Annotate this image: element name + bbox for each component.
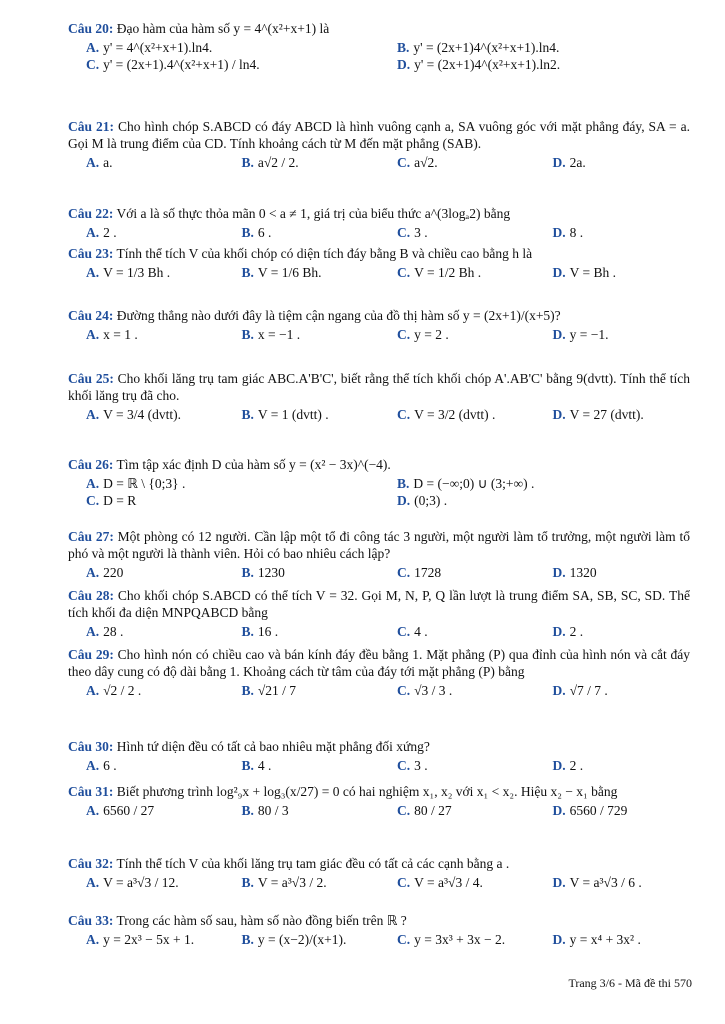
- answer-option[interactable]: [535, 326, 691, 343]
- answer-option[interactable]: [224, 326, 380, 343]
- answer-options: [68, 757, 690, 774]
- page-footer: Trang 3/6 - Mã đề thi 570: [568, 976, 692, 990]
- question-text: Hình tứ diện đều có tất cả bao nhiêu mặt phẳng đối xứng?: [113, 739, 430, 754]
- answer-option[interactable]: [379, 931, 535, 948]
- question-number: Câu 28:: [68, 588, 114, 603]
- answer-option[interactable]: [68, 682, 224, 699]
- option-text: y = 3x³ + 3x − 2.: [414, 932, 506, 947]
- question-number: Câu 27:: [68, 529, 114, 544]
- option-label: B.: [241, 683, 254, 698]
- option-text: 80 / 27: [414, 803, 452, 818]
- option-text: a√2.: [414, 155, 438, 170]
- option-label: D.: [552, 932, 566, 947]
- question-stem: [68, 307, 690, 324]
- option-text: (0;3) .: [414, 493, 448, 508]
- option-text: 3 .: [414, 225, 428, 240]
- option-text: 2 .: [569, 624, 584, 639]
- option-label: B.: [241, 265, 254, 280]
- option-label: C.: [397, 155, 411, 170]
- option-label: B.: [241, 565, 254, 580]
- option-text: √2 / 2 .: [103, 683, 142, 698]
- answer-option[interactable]: [68, 154, 224, 171]
- option-text: 8 .: [569, 225, 584, 240]
- answer-option[interactable]: [379, 492, 690, 509]
- answer-option[interactable]: [379, 475, 690, 492]
- answer-option[interactable]: [68, 802, 224, 819]
- answer-option[interactable]: [379, 682, 535, 699]
- option-label: B.: [241, 803, 254, 818]
- option-label: A.: [86, 875, 100, 890]
- answer-option[interactable]: [68, 475, 379, 492]
- answer-options: [68, 39, 690, 73]
- question-number: Câu 33:: [68, 913, 114, 928]
- option-text: 28 .: [103, 624, 124, 639]
- option-text: 4 .: [257, 758, 272, 773]
- answer-option[interactable]: [379, 802, 535, 819]
- question-text: Đường thẳng nào dưới đây là tiệm cận ngang của đồ thị hàm số y = (2x+1)/(x+5)?: [113, 308, 561, 323]
- option-label: B.: [241, 407, 254, 422]
- question-text: Cho hình chóp S.ABCD có đáy ABCD là hình vuông cạnh a, SA vuông góc với mặt phẳng đáy, SA = a. Gọi M là trung điểm của CD. Tính khoảng cách từ M đến mặt phẳng (SAB).: [68, 119, 690, 151]
- question-stem: [68, 118, 690, 152]
- option-text: V = 3/2 (dvtt) .: [414, 407, 496, 422]
- question-text: Đạo hàm của hàm số y = 4^(x²+x+1) là: [113, 21, 330, 36]
- option-text: √7 / 7 .: [569, 683, 608, 698]
- question-number: Câu 32:: [68, 856, 114, 871]
- option-label: C.: [397, 565, 411, 580]
- answer-options: [68, 802, 690, 819]
- question-number: Câu 25:: [68, 371, 114, 386]
- option-text: V = a³√3 / 6 .: [569, 875, 642, 890]
- answer-option[interactable]: [379, 39, 690, 56]
- question: [68, 528, 690, 581]
- option-label: B.: [397, 40, 410, 55]
- option-label: A.: [86, 803, 100, 818]
- option-label: C.: [397, 758, 411, 773]
- answer-option[interactable]: [224, 874, 380, 891]
- option-label: B.: [241, 327, 254, 342]
- option-label: A.: [86, 407, 100, 422]
- option-label: B.: [241, 624, 254, 639]
- question-number: Câu 31:: [68, 784, 114, 799]
- answer-option[interactable]: [379, 874, 535, 891]
- answer-options: [68, 406, 690, 423]
- question-text: Cho hình nón có chiều cao và bán kính đáy đều bằng 1. Mặt phẳng (P) qua đỉnh của hình nón và cắt đáy theo dây cung có độ dài bằng 1. Khoảng cách từ tâm của đáy tới mặt phẳng (P) bằng: [68, 647, 691, 679]
- answer-options: [68, 154, 690, 171]
- question-number: Câu 21:: [68, 119, 114, 134]
- option-text: D = ℝ \ {0;3} .: [103, 476, 186, 491]
- question: [68, 370, 690, 423]
- option-label: C.: [397, 875, 411, 890]
- question: [68, 456, 690, 509]
- option-text: 2a.: [569, 155, 586, 170]
- answer-option[interactable]: [535, 682, 691, 699]
- option-text: 80 / 3: [257, 803, 289, 818]
- option-text: 6 .: [103, 758, 117, 773]
- option-label: D.: [552, 875, 566, 890]
- option-text: 6560 / 27: [103, 803, 155, 818]
- option-text: 1230: [257, 565, 285, 580]
- option-text: x = −1 .: [257, 327, 301, 342]
- option-label: A.: [86, 758, 100, 773]
- option-text: √3 / 3 .: [414, 683, 453, 698]
- option-text: 6 .: [257, 225, 272, 240]
- option-label: A.: [86, 565, 100, 580]
- option-label: A.: [86, 327, 100, 342]
- option-label: D.: [552, 225, 566, 240]
- question-number: Câu 26:: [68, 457, 114, 472]
- question-text: Cho khối chóp S.ABCD có thể tích V = 32. Gọi M, N, P, Q lần lượt là trung điểm SA, SB, SC, SD. Thể tích khối đa diện MNPQABCD bằng: [68, 588, 690, 620]
- question-stem: [68, 205, 690, 222]
- question-number: Câu 20:: [68, 21, 114, 36]
- question: [68, 783, 690, 819]
- option-label: A.: [86, 624, 100, 639]
- option-label: A.: [86, 225, 100, 240]
- option-label: A.: [86, 265, 100, 280]
- question-number: Câu 29:: [68, 647, 114, 662]
- option-text: 2 .: [569, 758, 584, 773]
- option-text: V = a³√3 / 2.: [257, 875, 327, 890]
- answer-options: [68, 931, 690, 948]
- option-text: 6560 / 729: [569, 803, 628, 818]
- answer-option[interactable]: [535, 154, 691, 171]
- question-stem: [68, 587, 690, 621]
- answer-options: [68, 475, 690, 509]
- answer-options: [68, 682, 690, 699]
- answer-option[interactable]: [224, 564, 380, 581]
- answer-option[interactable]: [535, 406, 691, 423]
- answer-option[interactable]: [224, 931, 380, 948]
- option-text: √21 / 7: [257, 683, 297, 698]
- question-text: Cho khối lăng trụ tam giác ABC.A'B'C', biết rằng thể tích khối chóp A'.AB'C' bằng 9(dvtt). Tính thể tích khối lăng trụ đã cho.: [68, 371, 690, 403]
- question: [68, 912, 690, 948]
- answer-option[interactable]: [224, 406, 380, 423]
- answer-options: [68, 874, 690, 891]
- answer-option[interactable]: [68, 492, 379, 509]
- question: [68, 118, 690, 171]
- question-stem: [68, 646, 690, 680]
- option-text: V = Bh .: [569, 265, 616, 280]
- question-text: Tính thể tích V của khối chóp có diện tích đáy bằng B và chiều cao bằng h là: [113, 246, 533, 261]
- option-text: 4 .: [414, 624, 428, 639]
- answer-option[interactable]: [224, 154, 380, 171]
- option-label: B.: [241, 932, 254, 947]
- answer-option[interactable]: [535, 623, 691, 640]
- option-label: D.: [552, 565, 566, 580]
- question-number: Câu 23:: [68, 246, 114, 261]
- question: [68, 587, 690, 640]
- option-label: A.: [86, 932, 100, 947]
- option-label: C.: [397, 327, 411, 342]
- option-label: B.: [241, 225, 254, 240]
- option-text: 2 .: [103, 225, 117, 240]
- answer-option[interactable]: [535, 564, 691, 581]
- answer-options: [68, 326, 690, 343]
- option-label: D.: [552, 155, 566, 170]
- answer-option[interactable]: [224, 224, 380, 241]
- option-label: B.: [397, 476, 410, 491]
- question: [68, 307, 690, 343]
- option-text: a.: [103, 155, 113, 170]
- option-label: C.: [86, 493, 100, 508]
- question-number: Câu 30:: [68, 739, 114, 754]
- option-text: y = 2x³ − 5x + 1.: [103, 932, 195, 947]
- option-label: C.: [86, 57, 100, 72]
- question-number: Câu 22:: [68, 206, 114, 221]
- answer-option[interactable]: [379, 757, 535, 774]
- answer-option[interactable]: [68, 623, 224, 640]
- answer-option[interactable]: [379, 623, 535, 640]
- option-label: D.: [552, 327, 566, 342]
- option-label: D.: [552, 265, 566, 280]
- question-text: Tìm tập xác định D của hàm số y = (x² − 3x)^(−4).: [113, 457, 391, 472]
- option-text: y = 2 .: [414, 327, 449, 342]
- question: [68, 855, 690, 891]
- question-text: Với a là số thực thỏa mãn 0 < a ≠ 1, giá trị của biểu thức a^(3logₐ2) bằng: [113, 206, 511, 221]
- question: [68, 646, 690, 699]
- answer-option[interactable]: [68, 757, 224, 774]
- option-label: A.: [86, 476, 100, 491]
- answer-option[interactable]: [224, 802, 380, 819]
- question-stem: [68, 456, 690, 473]
- question: [68, 738, 690, 774]
- option-text: y = x⁴ + 3x² .: [569, 932, 641, 947]
- answer-option[interactable]: [68, 39, 379, 56]
- answer-option[interactable]: [224, 682, 380, 699]
- answer-option[interactable]: [68, 874, 224, 891]
- option-text: V = a³√3 / 4.: [414, 875, 483, 890]
- question-stem: [68, 912, 690, 929]
- option-label: C.: [397, 265, 411, 280]
- answer-option[interactable]: [379, 406, 535, 423]
- option-text: y' = (2x+1).4^(x²+x+1) / ln4.: [103, 57, 260, 72]
- answer-option[interactable]: [68, 224, 224, 241]
- answer-option[interactable]: [224, 623, 380, 640]
- option-label: C.: [397, 407, 411, 422]
- question-text: Biết phương trình log²₉x + log₃(x/27) = 0 có hai nghiệm x₁, x₂ với x₁ < x₂. Hiệu x₂ − x₁ bằng: [113, 784, 618, 799]
- option-label: B.: [241, 875, 254, 890]
- option-text: D = R: [103, 493, 137, 508]
- answer-options: [68, 224, 690, 241]
- answer-option[interactable]: [535, 874, 691, 891]
- option-label: D.: [552, 758, 566, 773]
- answer-option[interactable]: [68, 326, 224, 343]
- option-label: D.: [552, 683, 566, 698]
- option-label: C.: [397, 683, 411, 698]
- option-text: y' = 4^(x²+x+1).ln4.: [103, 40, 213, 55]
- answer-option[interactable]: [379, 264, 535, 281]
- option-text: V = 27 (dvtt).: [569, 407, 644, 422]
- option-label: D.: [397, 493, 411, 508]
- option-text: 16 .: [257, 624, 279, 639]
- option-text: y' = (2x+1)4^(x²+x+1).ln4.: [413, 40, 560, 55]
- answer-option[interactable]: [68, 264, 224, 281]
- option-label: C.: [397, 225, 411, 240]
- question-stem: [68, 370, 690, 404]
- option-label: C.: [397, 932, 411, 947]
- option-text: 3 .: [414, 758, 428, 773]
- answer-options: [68, 564, 690, 581]
- answer-option[interactable]: [68, 564, 224, 581]
- answer-option[interactable]: [379, 56, 690, 73]
- option-text: 1320: [569, 565, 597, 580]
- question-stem: [68, 738, 690, 755]
- answer-option[interactable]: [535, 264, 691, 281]
- option-text: a√2 / 2.: [257, 155, 299, 170]
- question: [68, 245, 690, 281]
- option-label: D.: [552, 803, 566, 818]
- option-text: V = a³√3 / 12.: [103, 875, 179, 890]
- option-text: V = 1/3 Bh .: [103, 265, 171, 280]
- option-text: V = 3/4 (dvtt).: [103, 407, 181, 422]
- answer-option[interactable]: [379, 326, 535, 343]
- question-text: Một phòng có 12 người. Cần lập một tổ đi công tác 3 người, một người làm tổ trưởng, một người làm tổ phó và một người là thành viên. Hỏi có bao nhiêu cách lập?: [68, 529, 690, 561]
- question-stem: [68, 855, 690, 872]
- option-label: D.: [397, 57, 411, 72]
- question-number: Câu 24:: [68, 308, 114, 323]
- question-text: Tính thể tích V của khối lăng trụ tam giác đều có tất cả các cạnh bằng a .: [113, 856, 510, 871]
- answer-option[interactable]: [379, 564, 535, 581]
- option-text: 1728: [414, 565, 442, 580]
- answer-option[interactable]: [68, 56, 379, 73]
- answer-options: [68, 623, 690, 640]
- option-label: D.: [552, 407, 566, 422]
- question: [68, 20, 690, 73]
- option-text: D = (−∞;0) ∪ (3;+∞) .: [413, 476, 535, 491]
- option-text: y' = (2x+1)4^(x²+x+1).ln2.: [414, 57, 561, 72]
- question-stem: [68, 245, 690, 262]
- option-text: V = 1 (dvtt) .: [257, 407, 329, 422]
- option-label: B.: [241, 758, 254, 773]
- option-text: y = (x−2)/(x+1).: [257, 932, 347, 947]
- answer-option[interactable]: [535, 931, 691, 948]
- answer-option[interactable]: [68, 931, 224, 948]
- question-stem: [68, 783, 690, 800]
- option-label: C.: [397, 803, 411, 818]
- answer-option[interactable]: [224, 264, 380, 281]
- answer-option[interactable]: [535, 757, 691, 774]
- option-text: V = 1/6 Bh.: [257, 265, 322, 280]
- answer-option[interactable]: [68, 406, 224, 423]
- question-text: Trong các hàm số sau, hàm số nào đồng biến trên ℝ ?: [113, 913, 407, 928]
- answer-option[interactable]: [379, 224, 535, 241]
- question: [68, 205, 690, 241]
- option-label: B.: [241, 155, 254, 170]
- option-label: A.: [86, 40, 100, 55]
- option-text: y = −1.: [569, 327, 609, 342]
- option-text: x = 1 .: [103, 327, 138, 342]
- answer-option[interactable]: [535, 224, 691, 241]
- option-label: A.: [86, 683, 100, 698]
- answer-options: [68, 264, 690, 281]
- option-label: A.: [86, 155, 100, 170]
- answer-option[interactable]: [379, 154, 535, 171]
- option-label: D.: [552, 624, 566, 639]
- answer-option[interactable]: [224, 757, 380, 774]
- option-label: C.: [397, 624, 411, 639]
- question-stem: [68, 20, 690, 37]
- question-stem: [68, 528, 690, 562]
- option-text: 220: [103, 565, 124, 580]
- answer-option[interactable]: [535, 802, 691, 819]
- option-text: V = 1/2 Bh .: [414, 265, 482, 280]
